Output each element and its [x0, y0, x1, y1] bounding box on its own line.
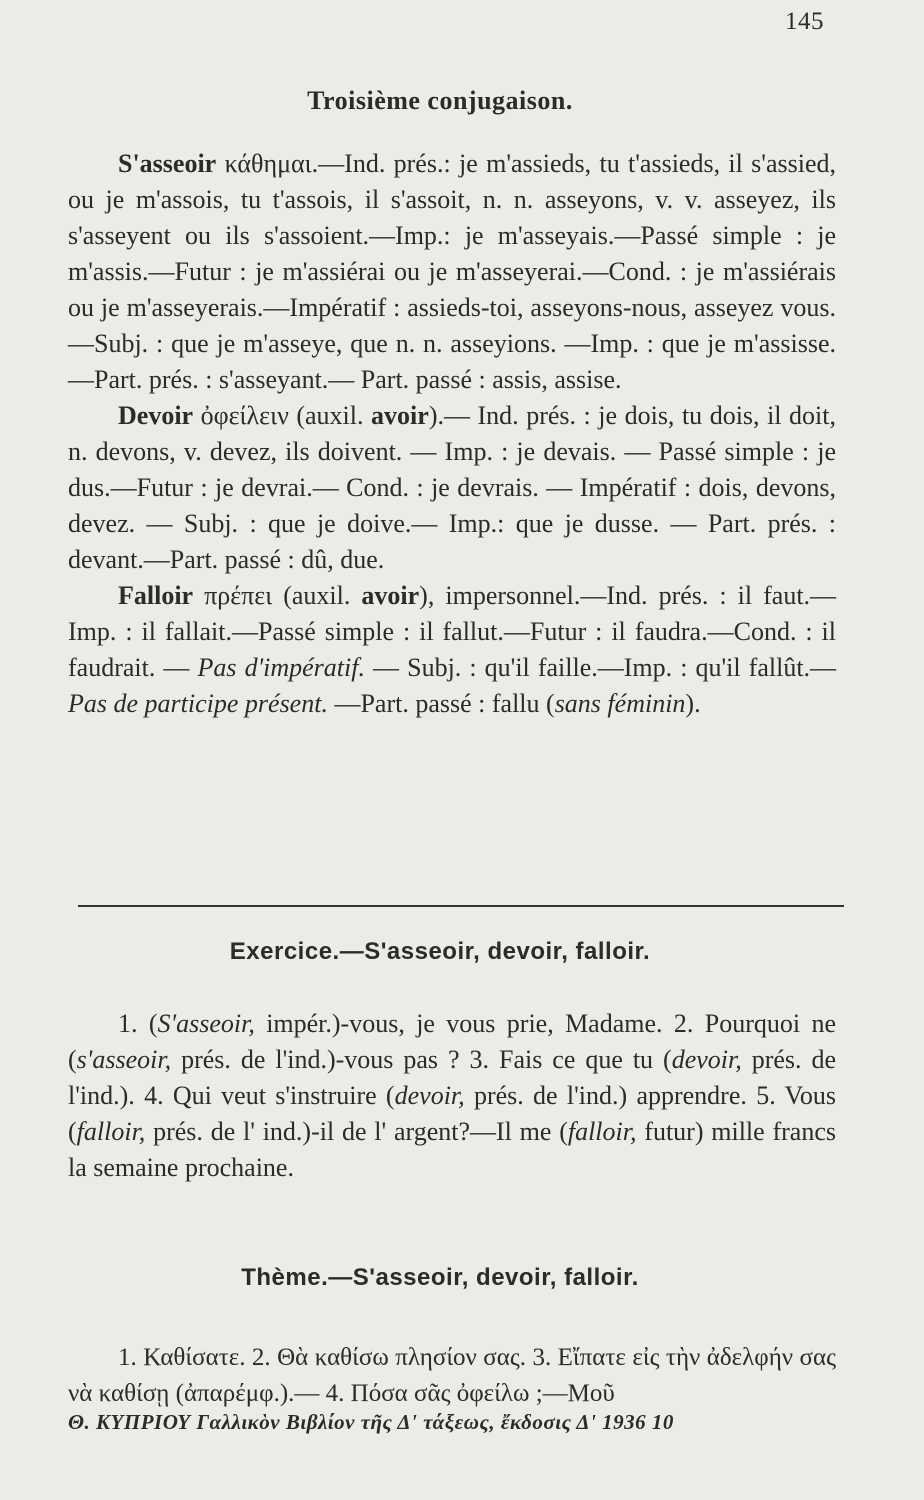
- conjugation-entries: [68, 146, 836, 722]
- verb-name: Devoir: [118, 401, 194, 430]
- exercise-verb: falloir,: [76, 1117, 146, 1146]
- exercise-text-part: impér.)-vous, je vous prie, Madame.: [266, 1009, 663, 1038]
- theme-text: 1. Καθίσατε. 2. Θὰ καθίσω πλησίον σας. 3. Εἴπατε εἰς τὴν ἀδελφήν σας νὰ καθίσῃ (ἀπαρέμφ.).— 4. Πόσα σᾶς ὀφείλω ;—Μοῦ: [68, 1344, 836, 1407]
- exercise-text-part: prés. de l'ind.)-vous pas ?: [181, 1045, 460, 1074]
- theme-body: [68, 1340, 836, 1412]
- exercise-body: [68, 1006, 836, 1186]
- note-italic: sans féminin: [554, 689, 686, 718]
- verb-conjugation-text: —Part. passé : fallu (: [334, 689, 555, 718]
- exercise-text: [68, 1006, 836, 1186]
- verb-entry-sasseoir: [68, 146, 836, 398]
- exercise-verb: devoir,: [394, 1081, 465, 1110]
- note-italic: Pas de participe présent.: [68, 689, 328, 718]
- verb-entry-falloir: [68, 578, 836, 722]
- verb-conjugation-text: ).: [685, 689, 701, 718]
- auxiliary-close: ),: [419, 581, 435, 610]
- section-title: Troisième conjugaison.: [307, 86, 573, 115]
- exercise-text-part: 4. Qui veut s'instruire (: [144, 1081, 395, 1110]
- auxiliary-close: ).: [428, 401, 444, 430]
- exercise-verb: s'asseoir,: [76, 1045, 172, 1074]
- auxiliary-verb: avoir: [371, 401, 429, 430]
- verb-conjugation-text: impersonnel.—Ind. prés. : il faut.—Imp. : il fallait.—Passé simple : il fallut.—Futur : il faudra.—Cond. : il faudrait. —: [68, 581, 837, 682]
- exercise-verb: falloir,: [567, 1117, 637, 1146]
- greek-translation: κάθημαι.: [224, 149, 319, 178]
- verb-name: S'asseoir: [118, 149, 217, 178]
- greek-translation: ὀφείλειν: [200, 401, 289, 430]
- note-italic: Pas d'impératif.: [197, 653, 365, 682]
- exercise-text-part: prés. de l'ind.) apprendre.: [473, 1081, 747, 1110]
- verb-entry-devoir: [68, 398, 836, 578]
- verb-conjugation-text: —Ind. prés.: je m'assieds, tu t'assieds, il s'assied, ou je m'assois, tu t'assois, il s'assoit, n. n. asseyons, v. v. asseyez, ils s'asseyent ou ils s'assoient.—Imp.: je m'asseyais.—Passé simple : je m'assis.—Futur : je m'assiérai ou je m'asseyerai.—Cond. : je m'assiérais ou je m'asseyerais.—Impératif : assieds-toi, asseyons-nous, asseyez vous.—Subj. : que je m'asseye, que n. n. asseyions. —Imp. : que je m'assisse.—Part. prés. : s'asseyant.— Part. passé : assis, assise.: [68, 149, 837, 394]
- verb-name: Falloir: [118, 581, 194, 610]
- exercise-text-part: 5. Vous (: [68, 1081, 837, 1146]
- theme-title: Thème.—S'asseoir, devoir, falloir.: [241, 1264, 639, 1291]
- verb-conjugation-text: — Subj. : qu'il faille.—Imp. : qu'il fallût.—: [373, 653, 837, 682]
- footer-imprint: Θ. ΚΥΠΡΙΟΥ Γαλλικὸν Βιβλίον τῆς Δ' τάξεως, ἔκδοσις Δ' 1936 10: [68, 1410, 674, 1434]
- auxiliary-open: (auxil.: [283, 581, 351, 610]
- auxiliary-verb: avoir: [361, 581, 420, 610]
- auxiliary-open: (auxil.: [296, 401, 364, 430]
- section-divider: [78, 905, 844, 907]
- exercise-verb: S'asseoir,: [157, 1009, 255, 1038]
- exercise-title: Exercice.—S'asseoir, devoir, falloir.: [229, 938, 651, 965]
- exercise-text-part: prés. de l' ind.)-il de l' argent?—Il me (: [153, 1117, 568, 1146]
- exercise-text-part: 2. Pourquoi ne (: [68, 1009, 836, 1074]
- exercise-text-part: 1. (: [118, 1009, 158, 1038]
- verb-conjugation-text: — Ind. prés. : je dois, tu dois, il doit, n. devons, v. devez, ils doivent. — Imp. : je devais. — Passé simple : je dus.—Futur : je devrai.— Cond. : je devrais. — Impératif : dois, devons, devez. — Subj. : que je doive.— Imp.: que je dusse. — Part. prés. : devant.—Part. passé : dû, due.: [68, 401, 837, 574]
- exercise-text-part: futur) mille francs la semaine prochaine.: [68, 1117, 836, 1182]
- exercise-text-part: 3. Fais ce que tu (: [469, 1045, 672, 1074]
- greek-translation: πρέπει: [204, 581, 273, 610]
- exercise-verb: devoir,: [671, 1045, 742, 1074]
- exercise-text-part: prés. de l'ind.).: [68, 1045, 837, 1110]
- page-number: 145: [785, 8, 824, 35]
